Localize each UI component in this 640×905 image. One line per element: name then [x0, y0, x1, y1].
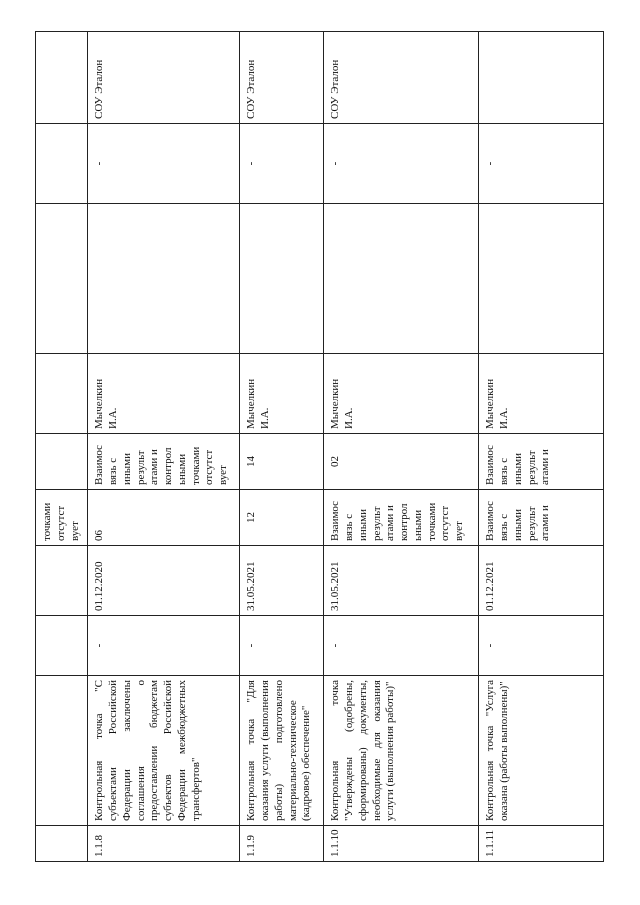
table-cell: [36, 124, 88, 204]
table-row: [240, 32, 324, 862]
table-row: [479, 32, 604, 862]
next-link: 14: [240, 434, 324, 490]
end-date: 31.05.2021: [324, 546, 479, 616]
table-cell: [36, 354, 88, 434]
table-cell: [36, 32, 88, 124]
rotated-table-container: [35, 32, 600, 862]
end-date: 01.12.2020: [88, 546, 240, 616]
empty-cell: [479, 204, 604, 354]
duration-fragment: точками отсутст вует: [36, 490, 88, 546]
info-system: СОУ Эталон: [240, 32, 324, 124]
empty-cell: [324, 204, 479, 354]
level-cell: -: [240, 124, 324, 204]
control-point-name: Контрольная точка "Утверждены (одобрены, сформированы) документы, необходимые для оказания услуги (выполнения работы)": [324, 676, 479, 826]
level-cell: -: [479, 124, 604, 204]
control-point-name: Контрольная точка "Для оказания услуги (выполнения работы) подготовлено материально-техническое (кадровое) обеспечение": [240, 676, 324, 826]
table-cell: [36, 204, 88, 354]
empty-cell: [88, 204, 240, 354]
start-date: -: [88, 616, 240, 676]
table-row: [324, 32, 479, 862]
empty-cell: [240, 204, 324, 354]
control-points-table: [35, 31, 604, 862]
row-number: 1.1.11: [479, 826, 604, 862]
control-point-name: Контрольная точка "С субъектами Российской Федерации заключены соглашения о предоставлении бюджетам субъектов Российской Федерации межбюджетных трансфертов": [88, 676, 240, 826]
table-row: [88, 32, 240, 862]
level-cell: -: [324, 124, 479, 204]
info-system: СОУ Эталон: [324, 32, 479, 124]
info-system: [479, 32, 604, 124]
table-cell: [36, 616, 88, 676]
previous-link: Взаимос вязь с иными результ атами и контрол ьными точками отсутст вует: [324, 490, 479, 546]
table-cell: [36, 676, 88, 826]
start-date: -: [479, 616, 604, 676]
responsible: Мычелкин И.А.: [324, 354, 479, 434]
responsible: Мычелкин И.А.: [479, 354, 604, 434]
row-number: 1.1.8: [88, 826, 240, 862]
previous-link: 06: [88, 490, 240, 546]
next-link: Взаимос вязь с иными результ атами и контрол ьными точками отсутст вует: [88, 434, 240, 490]
end-date: 01.12.2021: [479, 546, 604, 616]
previous-link: Взаимос вязь с иными результ атами и: [479, 490, 604, 546]
next-link: 02: [324, 434, 479, 490]
next-link: Взаимос вязь с иными результ атами и: [479, 434, 604, 490]
table-cell: [36, 434, 88, 490]
level-cell: -: [88, 124, 240, 204]
table-cell: [36, 546, 88, 616]
table-row-fragment: [36, 32, 88, 862]
row-number: 1.1.9: [240, 826, 324, 862]
info-system: СОУ Эталон: [88, 32, 240, 124]
end-date: 31.05.2021: [240, 546, 324, 616]
previous-link: 12: [240, 490, 324, 546]
control-point-name: Контрольная точка "Услуга оказана (работы выполнены)": [479, 676, 604, 826]
row-number: 1.1.10: [324, 826, 479, 862]
start-date: -: [240, 616, 324, 676]
start-date: -: [324, 616, 479, 676]
responsible: Мычелкин И.А.: [88, 354, 240, 434]
responsible: Мычелкин И.А.: [240, 354, 324, 434]
table-cell: [36, 826, 88, 862]
